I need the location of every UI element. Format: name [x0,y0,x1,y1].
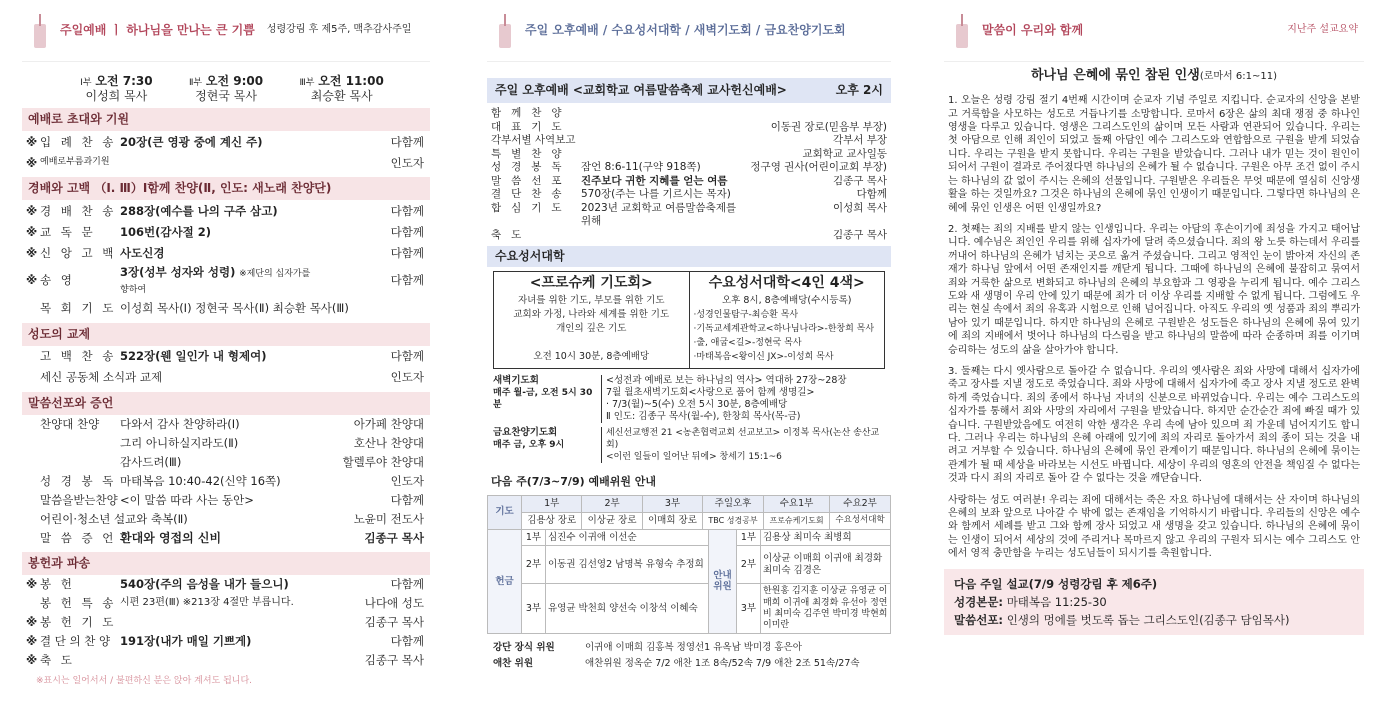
afternoon-row-content [581,107,747,121]
wed-college-panel: 수요성서대학<4인 4색> 오후 8시, 8층예배당(수시등록) ·성경인물탐구-최승환 목사 ·기독교세계관학교<하나님나라>-한창희 목사 ·출, 애굽<길>-정현국 목사 ·마태복음<왕이신 JX>-이성희 목사 [693,275,875,362]
order-row: ※ 입 례 찬 송 20장(큰 영광 중에 계신 주) 다함께 [26,134,424,149]
sermon-paragraph: 1. 오늘은 성령 강림 절기 4번째 시간이며 순교자 기념 주일로 지킵니다. 순교자의 신앙을 본받고 거룩함을 사모하는 성도로 거듭나기를 소망합니다. 로마서 6장은 삶의 최대 쟁점 중 하나인 영생을 다루고 있습니다. 영생은 그리스도인의 삶이며 모든 사람과 연관되어 있습니다. 우리는 첫 아담으로 인해 죄인이 되었고 둘째 아담인 예수 그리스도와 연합함으로 구원을 받게 되었습니다. 우리는 구원을 받지 못합니다. 우리는 구원을 받았습니다. 그러나 내가 믿는 것이 원인이 되어서 구원이 결과로 주어졌다면 하나님의 은혜가 될 수 없습니다. 구원은 아무 조건 없이 주시는 하나님의 값 없이 주시는 은혜의 선물입니다. 구원받은 우리들은 무엇 때문에 열심히 신앙생활을 하는 것일까요? 그것은 하나님의 은혜에 묶인 인생이기 때문입니다. 그렇다면 하나님의 은혜에 묶인 인생은 어떤 인생일까요? [948,95,1360,214]
afternoon-row-content: 2023년 교회학교 여름말씀축제를 위해 [581,201,737,227]
afternoon-row-label: 말씀선포 [491,174,572,187]
page3-header [944,0,1364,62]
service-times [62,74,402,104]
order-row: 목 회 기 도 이성희 목사(Ⅰ) 정현국 목사(Ⅱ) 최승환 목사(Ⅲ) [40,301,349,316]
sermon-paragraph: 2. 첫째는 죄의 지배를 받지 않는 인생입니다. 우리는 아담의 후손이기에 죄성을 가지고 태어납니다. 예수님은 죄인인 우리를 위해 십자가에 달려 죽으셨습니다. 죄의 왕 노릇 하는데서 우리를 꺼내어 하나님의 은혜가 넘치는 곳으로 옮겨 주셨습니다. 그리고 영적인 눈이 밝아져 자신의 존재가 하나님 앞에서 어떤 존재인지를 깨닫게 됩니다. 그때에 하나님의 은혜에 불잡히고 묶여서 죄와 거룩한 삶으로 변화되고 하나님의 은혜의 부요함과 그 영광을 누리게 됩니다. 예수 그리스도와 새 생명이 우리 안에 있기 때문에 죄가 더 이상 우리를 지배할 수 없게 됩니다. 그럼에도 우리는 현실 속에서 죄의 유혹과 시험으로 인해 넘어집니다. 아직도 우리의 옛 성품과 죄의 뿌리가 남아 있기 때문입니다. 하지만 하나님의 은혜로 구원받은 성도들은 하나님의 은혜에 묶여 있기에 죄의 지배에서 벗어나 하나님의 다스림을 받고 하나님의 말씀에 따라 순종하며 죄를 이기며 승리하는 성도의 삶을 살아가야 합니다. [948,223,1360,356]
afternoon-row [487,121,891,135]
offering-table: 헌금 1부 심진수 이귀애 이선순 안내 위원 1부 김용상 최미숙 최병희 2부 이동권 김선영2 남명복 유형숙 추정희 2부 이상균 이매희 이귀애 최경화 최미숙 김경은 3부 유영균 박천희 양선숙 이창석 이혜숙 3부 한원홍 김지훈 이상균 유영균 이매희 이귀애 최경화 유선아 정연비 최미숙 김주연 박미경 박현희 이미란 [487,529,891,635]
order-row: 어린이·청소년 설교와 축복(Ⅱ) 노윤미 전도사 [40,512,424,527]
afternoon-row [487,148,891,162]
duty-title: 다음 주(7/3~7/9) 예배위원 안내 [491,475,657,488]
afternoon-row-person: 김종구 목사 [832,174,887,187]
footnote: ※표시는 일어서서 / 불편하신 분은 앉아 계셔도 됩니다. [36,675,253,686]
order-row: 성 경 봉 독 마태복음 10:40-42(신약 16쪽) 인도자 [40,474,424,489]
afternoon-row-person: 김종구 목사 [832,228,887,241]
afternoon-row-content [581,121,747,135]
page1-title: 주일예배 ㅣ 하나님을 만나는 큰 기쁨 [60,23,255,37]
afternoon-row-label: 합심기도 [491,201,572,214]
page2-title: 주일 오후예배 / 수요성서대학 / 새벽기도회 / 금요찬양기도회 [525,23,846,37]
order-row: ※ 예배로부름과기원 인도자 [26,155,424,170]
service-3: Ⅲ부 오전 11:00 최승환 목사 [299,74,384,104]
order-row: 고 백 찬 송 522장(웬 일인가 내 형제여) 다함께 [40,349,424,364]
order-row: 봉 헌 특 송 시편 23편(Ⅲ) ※213장 4절만 부릅니다. 나다애 성도 [40,596,424,611]
order-row: ※ 결 단 의 찬 양 191장(내가 매일 기쁘게) 다함께 [26,634,424,649]
page-afternoon-services [487,0,891,716]
afternoon-row-person: 교회학교 교사일동 [802,147,887,160]
church-icon [948,14,976,48]
afternoon-row-label: 축도 [491,228,532,241]
sermon-paragraph: 3. 둘째는 다시 옛사람으로 돌아갈 수 없습니다. 우리의 옛사람은 죄와 사망에 대해서 십자가에 죽고 장사를 지낼 정도로 죽었습니다. 죄와 사망에 대해서 십자가에 죽고 장사 지낼 정도로 완벽하게 죽었습니다. 죄의 종에서 하나님 자녀의 신분으로 바뀌었습니다. 우리는 예수 그리스도의 십자가를 통해서 죄와 사망의 자리에서 구원을 받았습니다. 하지만 순간순간 죄에 빠질 때가 있습니다. 구원받았음에도 여전히 악한 생각은 우리 속에 남아 있으며 죄 가운데 넘어지기도 합니다. 그러나 우리는 하나님의 은혜 아래에 있기에 죄의 자리로 돌아가서 죄의 종이 되는 것을 내려고 거부할 수 있습니다. 하나님의 은혜에 묶인 관계이기 때문입니다. 하나님의 은혜에 묶이는 관계가 될 때 세상을 바라보는 시선도 바뀝니다. 세상이 우리의 영혼의 안전을 책임질 수 없다는 것과 다시 죄의 자리로 돌아 갈 수 없다는 것을 깨닫습니다. [948,365,1360,485]
order-row: 말 씀 증 언 환대와 영접의 신비 김종구 목사 [40,530,424,546]
afternoon-row-content [581,148,747,162]
order-row: ※ 교 독 문 106번(감사절 2) 다함께 [26,224,424,239]
order-row: 말씀을받는찬양 <이 말씀 따라 사는 동안> 다함께 [40,493,424,508]
page1-subtitle: 성령강림 후 제5주, 맥추감사주일 [266,24,412,36]
afternoon-row-person [747,107,887,121]
afternoon-row-content: 진주보다 귀한 지혜를 얻는 여름 [581,174,728,187]
church-icon [491,14,519,48]
order-row: ※ 축 도 김종구 목사 [26,653,424,668]
section-invitation: 예배로 초대와 기원 [22,108,430,131]
friday-prayer: 금요찬양기도회 매주 금, 오후 9시 세신선교행전 21 <농촌협력교회 선교보고> 이정복 목사(논산 송산교회) <이런 일들이 일어난 뒤에> 창세기 15:1~6 [487,425,891,465]
meal-committee: 애찬 위원 애찬위원 정옥순 7/2 애찬 1조 8속/52속 7/9 애찬 2조 51속/27속 [493,658,860,670]
order-row: ※ 봉 헌 540장(주의 음성을 내가 들으니) 다함께 [26,577,424,592]
afternoon-row-content [581,134,747,148]
choir-row: 찬양대 찬양 다와서 감사 찬양하라(Ⅰ) 아가페 찬양대 [40,417,424,432]
order-row: ※ 신 앙 고 백 사도신경 다함께 [26,245,424,260]
afternoon-row [487,202,891,229]
duty-table: 기도 1부 2부 3부 주일오후 수요1부 수요2부 김용상 장로 이상균 장로 이매희 장로 TBC 성경공부 프로슈케기도회 수요성서대학 [487,495,891,530]
sermon-paragraph: 사랑하는 성도 여러분! 우리는 죄에 대해서는 죽은 자요 하나님에 대해서는 산 자이며 하나님의 은혜의 보좌 앞으로 나아갈 수 밖에 없는 존재임을 기억하시기 바랍니다. 우리들의 신앙은 예수와 함께서 세례를 받고 그와 함께 장사 되었고 새 생명을 갖고 있습니다. 하나님의 은혜에 묶이는 인생이 되어서 세상의 것에 주리거나 목마르지 않고 우리의 구원자 되시는 예수 그리스도 안에서 영적 충만함을 누리는 성도님들이 되시기를 축원합니다. [948,494,1360,560]
afternoon-row-content: 잠언 8:6-11(구약 918쪽) [581,161,701,173]
service-2: Ⅱ부 오전 9:00 정현국 목사 [188,74,264,104]
church-icon [26,14,54,48]
section-word: 말씀선포와 증언 [22,392,430,415]
section-fellowship: 성도의 교제 [22,323,430,346]
wednesday-box [493,271,885,369]
flower-committee: 강단 장식 위원 이귀애 이매희 김홍복 정영선1 유옥남 박미경 홍은아 [493,642,802,654]
page3-right-label: 지난주 설교요약 [1287,24,1358,36]
afternoon-row-person: 각부서 부장 [832,134,887,146]
afternoon-band: 주일 오후예배 <교회학교 여름말씀축제 교사헌신예배> 오후 2시 [487,78,891,103]
choir-row: 그리 아니하실지라도(Ⅱ) 호산나 찬양대 [120,436,424,451]
page-sunday-worship [22,0,430,716]
page3-title: 말씀이 우리와 함께 [982,23,1084,37]
afternoon-row [487,175,891,189]
afternoon-row-person: 다함께 [856,188,887,200]
choir-row: 감사드려(Ⅲ) 할렐루야 찬양대 [120,455,424,470]
afternoon-row-label: 대표기도 [491,120,572,133]
wed-band: 수요성서대학 [487,246,891,267]
sermon-title: 하나님 은혜에 묶인 참된 인생(로마서 6:1~11) [1031,68,1277,83]
section-worship: 경배와 고백 （Ⅰ. Ⅲ）Ⅰ함께 찬양(Ⅱ, 인도: 새노래 찬양단) [22,177,430,200]
service-1: Ⅰ부 오전 7:30 이성희 목사 [80,74,153,104]
order-row: 세신 공동체 소식과 교제 인도자 [40,370,424,385]
afternoon-row [487,188,891,202]
afternoon-row-person: 이동권 장로(믿음부 부장) [770,120,887,133]
afternoon-order [487,103,891,246]
order-row: ※ 경 배 찬 송 288장(예수를 나의 구주 삼고) 다함께 [26,203,424,218]
afternoon-row [487,161,891,175]
dawn-prayer: 새벽기도회 매주 월-금, 오전 5시 30분 <성전과 예배로 보는 하나님의 역사> 역대하 27장~28장 7월 월초새벽기도회<사랑으로 품어 함께 생명길> · 7/3(월)~5(수) 오전 5시 30분, 8층예배당 Ⅱ 인도: 김종구 목사(월-수), 한창희 목사(목-금) [487,373,891,425]
afternoon-row-label: 각부서별 사역보고 [491,134,576,146]
order-row: ※ 송 영 3장(성부 성자와 성령) ※제단의 십자가를 향하여 다함께 [26,265,424,295]
page-sermon-summary [944,0,1364,716]
afternoon-row-person: 이성희 목사 [832,201,887,214]
afternoon-row-content: 570장(주는 나를 기르시는 목자) [581,188,731,200]
afternoon-row-person: 정구영 권사(어린이교회 부장) [750,161,887,173]
section-offering: 봉헌과 파송 [22,552,430,575]
afternoon-row [487,134,891,148]
next-sermon-box: 다음 주일 설교(7/9 성령강림 후 제6주) 성경본문: 마태복음 11:25-30 말씀선포: 인생의 멍에를 벗도록 돕는 그리스도인(김종구 담임목사) [944,569,1364,635]
afternoon-row-label: 특별찬양 [491,147,572,160]
page2-header [487,0,891,62]
afternoon-row-label: 함께찬양 [491,107,572,119]
afternoon-row-label: 결단찬송 [491,188,572,200]
afternoon-row-content [581,229,747,243]
page1-header [22,0,430,62]
afternoon-row [487,229,891,243]
proseuche-panel: <프로슈케 기도회> 자녀를 위한 기도, 부모를 위한 기도 교회와 가정, 나라와 세계를 위한 기도 개인의 깊은 기도 오전 10시 30분, 8층예배당 [494,272,690,368]
afternoon-row [487,107,891,121]
sermon-body [944,94,1364,560]
order-row: ※ 봉 헌 기 도 김종구 목사 [26,615,424,630]
afternoon-row-label: 성경봉독 [491,161,572,173]
